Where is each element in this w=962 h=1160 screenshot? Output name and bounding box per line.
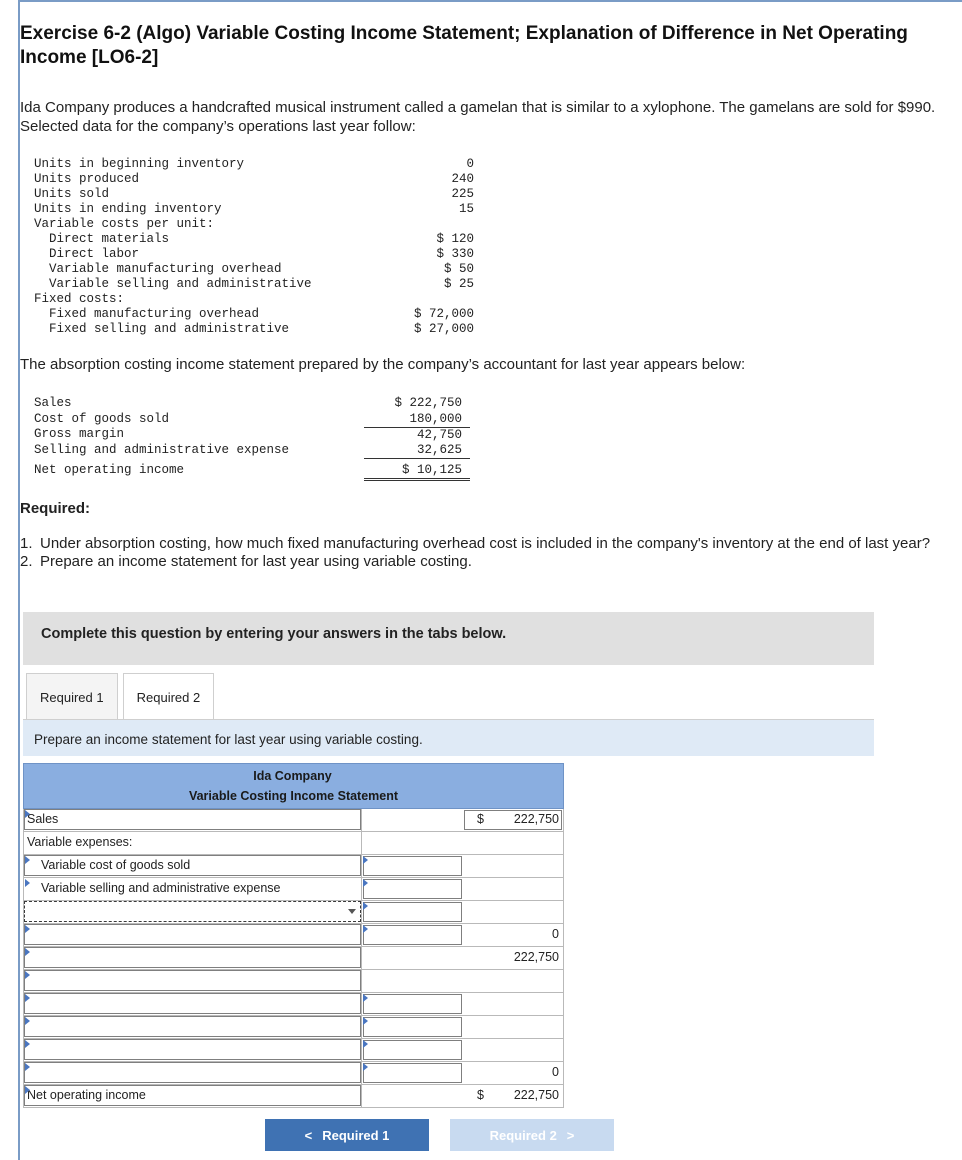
abs-sga-label: Selling and administrative expense: [34, 442, 290, 457]
total-variable-label-select[interactable]: [24, 924, 361, 945]
fixed-1-right: [463, 993, 564, 1016]
fixed-2-right: [463, 1016, 564, 1039]
variable-expenses-cell: [23, 832, 362, 855]
total-fixed-mid[interactable]: [362, 1062, 463, 1085]
contribution-value: 222,750: [513, 950, 559, 964]
abs-sga-value: 32,625: [364, 443, 470, 459]
fixed-1-amount-cell[interactable]: [362, 993, 463, 1016]
frame-left-border: [18, 0, 20, 1160]
flag-icon: [25, 810, 30, 818]
fixed-heading-cell[interactable]: [23, 970, 362, 993]
flag-icon: [363, 1017, 368, 1025]
data-row-value: $ 27,000: [413, 322, 474, 336]
flag-icon: [363, 879, 368, 887]
vcogs-label-cell: [23, 855, 362, 878]
data-row: [34, 202, 474, 217]
abs-row-gross-margin: [34, 427, 470, 443]
abs-row-cogs: [34, 412, 470, 428]
data-row-value: 15: [458, 202, 474, 216]
abs-sales-label: Sales: [34, 396, 72, 411]
next-tab-label: Required 2: [489, 1127, 557, 1143]
data-row-value: $ 25: [443, 277, 474, 291]
data-row: [34, 277, 474, 292]
required-list: [20, 535, 950, 571]
flag-icon: [25, 994, 30, 1002]
row-fixed-1: [23, 993, 564, 1016]
vsga-amount-cell[interactable]: [362, 878, 463, 901]
dropdown-1-amount-input[interactable]: [363, 902, 462, 922]
flag-icon: [363, 1063, 368, 1071]
data-row-label: Variable manufacturing overhead: [49, 262, 282, 276]
vcogs-label: Variable cost of goods sold: [41, 858, 191, 872]
fixed-2-label-select[interactable]: [24, 1016, 361, 1037]
total-fixed-mid-input[interactable]: [363, 1063, 462, 1083]
abs-row-sales: [34, 396, 470, 412]
data-row-label: Units produced: [34, 172, 140, 186]
sales-label: Sales: [27, 812, 59, 826]
statement-company: Ida Company: [253, 769, 332, 783]
variable-expenses-label: Variable expenses:: [27, 835, 133, 849]
data-row-label: Units sold: [34, 187, 110, 201]
required-item-1-text: Under absorption costing, how much fixed manufacturing overhead cost is included in the company's inventory at the end of last year?: [40, 535, 931, 552]
flag-icon: [363, 902, 368, 910]
flag-icon: [363, 856, 368, 864]
flag-icon: [25, 1063, 30, 1071]
data-row: [34, 247, 474, 262]
intro-text: Ida Company produces a handcrafted musical instrument called a gamelan that is similar to a xylophone. The gamelans are sold for $990. Selected data for the company’s operations last year follow:: [20, 99, 936, 135]
contribution-label-select[interactable]: [24, 947, 361, 968]
flag-icon: [25, 948, 30, 956]
required-item-1-number: 1.: [20, 535, 33, 552]
sales-label-box: [24, 809, 361, 830]
fixed-2-amount-input[interactable]: [363, 1017, 462, 1037]
data-row-value: 240: [451, 172, 474, 186]
fixed-3-label-select[interactable]: [24, 1039, 361, 1060]
vsga-amount-input[interactable]: [363, 879, 462, 899]
data-row-label: Direct labor: [49, 247, 140, 261]
contribution-label-cell[interactable]: [23, 947, 362, 970]
data-row-value: [399, 292, 474, 307]
prev-tab-label: Required 1: [322, 1127, 390, 1143]
data-row-value: [399, 217, 474, 232]
fixed-3-right: [463, 1039, 564, 1062]
flag-icon: [25, 1040, 30, 1048]
data-row-label: Fixed selling and administrative: [49, 322, 290, 336]
data-row-label: Variable costs per unit:: [34, 217, 215, 231]
flag-icon: [25, 1017, 30, 1025]
row-fixed-heading: [23, 970, 564, 993]
data-row-value: $ 50: [443, 262, 474, 276]
fixed-3-amount-input[interactable]: [363, 1040, 462, 1060]
flag-icon: [25, 971, 30, 979]
prev-tab-button[interactable]: [265, 1119, 429, 1151]
absorption-intro: The absorption costing income statement prepared by the company’s accountant for last year appears below:: [20, 356, 746, 373]
fixed-2-label-cell[interactable]: [23, 1016, 362, 1039]
abs-noi-value: $ 10,125: [364, 458, 470, 479]
dropdown-1-cell[interactable]: [23, 901, 362, 924]
tab-required-2[interactable]: Required 2: [123, 673, 215, 720]
tab-prompt: Prepare an income statement for last year using variable costing.: [23, 720, 874, 756]
exercise-title: Exercise 6-2 (Algo) Variable Costing Income Statement; Explanation of Difference in Net Operating Income [LO6-2]: [20, 23, 908, 68]
chevron-down-icon[interactable]: [348, 909, 356, 914]
sales-dollar-sign: $: [477, 812, 484, 826]
fixed-3-amount-cell[interactable]: [362, 1039, 463, 1062]
statement-title: Variable Costing Income Statement: [188, 789, 399, 803]
variable-expenses-mid: [362, 832, 463, 855]
vcogs-amount-input[interactable]: [363, 856, 462, 876]
dropdown-1-right-cell: [463, 901, 564, 924]
noi-mid: [362, 1085, 463, 1108]
abs-cogs-value: 180,000: [364, 412, 470, 428]
data-row-label: Units in ending inventory: [34, 202, 222, 216]
instruction-banner: Complete this question by entering your answers in the tabs below.: [23, 612, 874, 665]
data-row-value: $ 330: [436, 247, 474, 261]
abs-gm-label: Gross margin: [34, 427, 125, 442]
data-row-value: $ 120: [436, 232, 474, 246]
noi-label-box: [24, 1085, 361, 1106]
row-total-fixed: [23, 1062, 564, 1085]
fixed-1-amount-input[interactable]: [363, 994, 462, 1014]
fixed-heading-mid: [362, 970, 463, 993]
fixed-1-label-select[interactable]: [24, 993, 361, 1014]
data-row: [34, 217, 474, 232]
frame-top-border: [18, 0, 962, 2]
data-row-label: Fixed manufacturing overhead: [49, 307, 260, 321]
abs-row-sga: [34, 443, 470, 459]
vcogs-amount-cell[interactable]: [362, 855, 463, 878]
sales-value-cell: [463, 809, 564, 832]
data-row: [34, 262, 474, 277]
flag-icon: [25, 1086, 30, 1094]
fixed-3-label-cell[interactable]: [23, 1039, 362, 1062]
line-item-select-1[interactable]: [24, 901, 361, 922]
total-fixed-label-cell[interactable]: [23, 1062, 362, 1085]
vcogs-right-cell: [463, 855, 564, 878]
row-variable-cogs: [23, 855, 564, 878]
fixed-1-label-cell[interactable]: [23, 993, 362, 1016]
contribution-value-cell: [463, 947, 564, 970]
fixed-heading-select[interactable]: [24, 970, 361, 991]
absorption-income-statement: [34, 396, 470, 481]
data-row: [34, 307, 474, 322]
total-variable-label-cell[interactable]: [23, 924, 362, 947]
data-row-label: Direct materials: [49, 232, 170, 246]
abs-sales-value: $ 222,750: [394, 396, 462, 411]
noi-dollar-sign: $: [477, 1088, 484, 1102]
total-variable-value-cell: [463, 924, 564, 947]
data-row-label: Units in beginning inventory: [34, 157, 245, 171]
required-item-2: [20, 553, 950, 571]
tab-required-1[interactable]: Required 1: [26, 673, 118, 720]
fixed-2-amount-cell[interactable]: [362, 1016, 463, 1039]
next-tab-button[interactable]: [450, 1119, 614, 1151]
vsga-right-cell: [463, 878, 564, 901]
abs-gm-value: 42,750: [416, 427, 462, 442]
flag-icon: [25, 856, 30, 864]
required-item-2-text: Prepare an income statement for last year using variable costing.: [40, 553, 472, 570]
sales-value: 222,750: [513, 812, 559, 826]
variable-costing-statement: [23, 763, 564, 1108]
noi-label: Net operating income: [27, 1088, 146, 1102]
flag-icon: [363, 994, 368, 1002]
total-fixed-label-select[interactable]: [24, 1062, 361, 1083]
data-row-value: $ 72,000: [413, 307, 474, 321]
abs-row-noi: [34, 458, 470, 479]
required-item-2-number: 2.: [20, 553, 33, 570]
data-row: [34, 322, 474, 337]
contribution-mid: [362, 947, 463, 970]
vcogs-label-box: [24, 855, 361, 876]
chevron-right-icon: >: [566, 1127, 575, 1143]
abs-noi-label: Net operating income: [34, 463, 185, 477]
abs-cogs-label: Cost of goods sold: [34, 411, 170, 426]
data-row-label: Fixed costs:: [34, 292, 125, 306]
total-variable-mid-input[interactable]: [363, 925, 462, 945]
required-heading: Required:: [20, 500, 91, 517]
noi-value: 222,750: [513, 1088, 559, 1102]
noi-label-cell: [23, 1085, 362, 1108]
data-row-value: 225: [451, 187, 474, 201]
row-dropdown-1: [23, 901, 564, 924]
flag-icon: [363, 1040, 368, 1048]
total-fixed-value: 0: [552, 1065, 559, 1079]
operations-data-table: [34, 157, 474, 337]
row-variable-sga: [23, 878, 564, 901]
row-contribution-margin: [23, 947, 564, 970]
data-row: [34, 232, 474, 247]
row-fixed-3: [23, 1039, 564, 1062]
row-total-variable: [23, 924, 564, 947]
data-row: [34, 187, 474, 202]
data-row: [34, 157, 474, 172]
total-variable-value: 0: [552, 927, 559, 941]
flag-icon: [25, 925, 30, 933]
dropdown-1-amount-cell[interactable]: [362, 901, 463, 924]
answer-tabs: [26, 673, 219, 720]
variable-expenses-right: [463, 832, 564, 855]
vsga-label: Variable selling and administrative expense: [41, 881, 281, 895]
data-row: [34, 292, 474, 307]
row-sales: [23, 809, 564, 832]
row-net-operating-income: [23, 1085, 564, 1108]
required-item-1: [20, 535, 950, 553]
statement-header: [23, 763, 564, 809]
total-fixed-value-cell: [463, 1062, 564, 1085]
chevron-left-icon: <: [304, 1127, 313, 1143]
data-row: [34, 172, 474, 187]
data-row-label: Variable selling and administrative: [49, 277, 312, 291]
sales-mid-cell: [362, 809, 463, 832]
flag-icon: [363, 925, 368, 933]
sales-label-cell: [23, 809, 362, 832]
row-variable-expenses: [23, 832, 564, 855]
fixed-heading-right: [463, 970, 564, 993]
vsga-label-cell: [23, 878, 362, 901]
total-variable-mid[interactable]: [362, 924, 463, 947]
flag-icon: [25, 879, 30, 887]
noi-value-cell: [463, 1085, 564, 1108]
row-fixed-2: [23, 1016, 564, 1039]
data-row-value: 0: [466, 157, 474, 171]
